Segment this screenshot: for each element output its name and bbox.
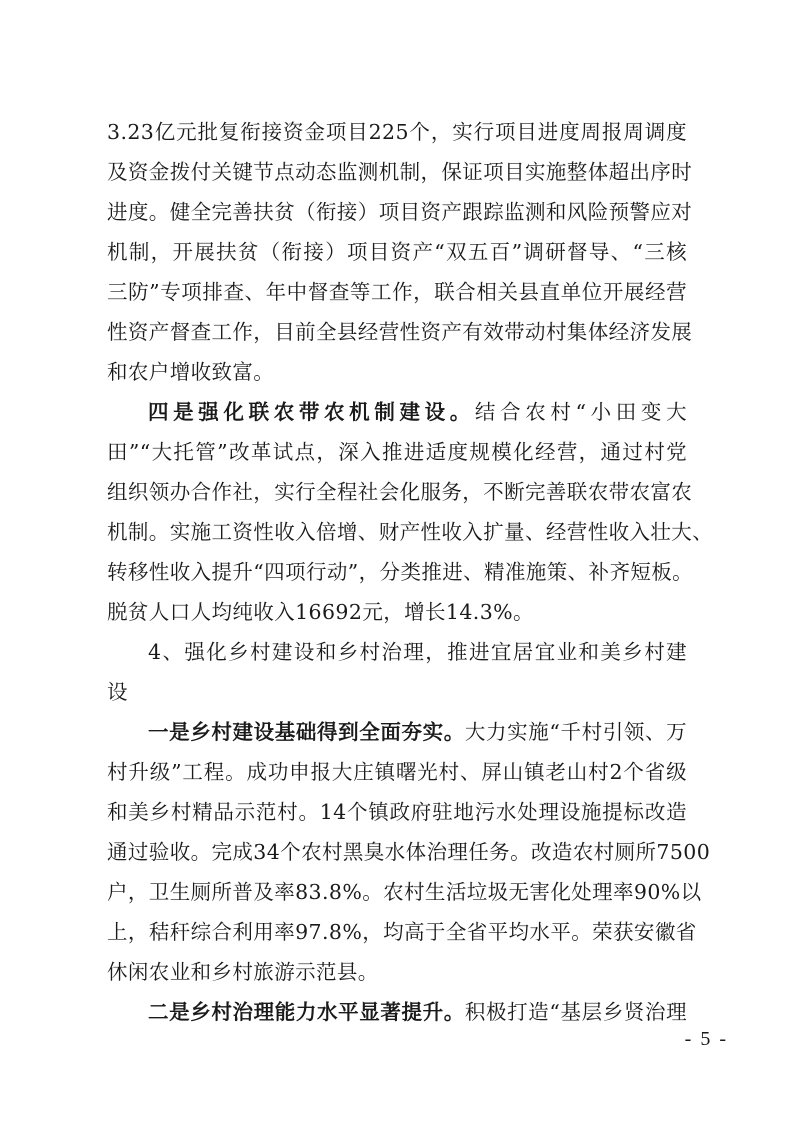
text-line: 转移性收入提升“四项行动”，分类推进、精准施策、补齐短板。 bbox=[107, 560, 694, 584]
paragraph-first-line bbox=[148, 998, 687, 1026]
section-heading: 一是乡村建设基础得到全面夯实。 bbox=[148, 720, 465, 744]
text-line: 户，卫生厕所普及率83.8%。农村生活垃圾无害化处理率90%以 bbox=[107, 880, 702, 904]
text-line: 及资金拨付关键节点动态监测机制，保证项目实施整体超出序时 bbox=[107, 160, 693, 184]
text-line: 和美乡村精品示范村。14个镇政府驻地污水处理设施提标改造 bbox=[107, 800, 687, 824]
page-number: - 5 - bbox=[684, 1028, 728, 1050]
text-line: 3.23亿元批复衔接资金项目225个，实行项目进度周报周调度 bbox=[107, 120, 687, 144]
text-line: 上，秸秆综合利用率97.8%，均高于全省平均水平。荣获安徽省 bbox=[107, 920, 697, 944]
text-line: 机制。实施工资性收入倍增、财产性收入扩量、经营性收入壮大、 bbox=[107, 520, 714, 544]
text-run: 积极打造“基层乡贤治理 bbox=[464, 1000, 687, 1024]
text-line: 田”“大托管”改革试点，深入推进适度规模化经营，通过村党 bbox=[107, 440, 687, 464]
section-heading: 二是乡村治理能力水平显著提升。 bbox=[148, 1000, 465, 1024]
text-run: 结合农村“小田变大 bbox=[474, 400, 687, 424]
section-title-continued: 设 bbox=[107, 680, 128, 704]
text-line: 休闲农业和乡村旅游示范县。 bbox=[107, 960, 379, 984]
text-line: 脱贫人口人均纯收入16692元，增长14.3%。 bbox=[107, 600, 534, 624]
text-line: 性资产督查工作，目前全县经营性资产有效带动村集体经济发展 bbox=[107, 320, 693, 344]
paragraph-first-line bbox=[148, 718, 687, 746]
text-line: 三防”专项排查、年中督查等工作，联合相关县直单位开展经营 bbox=[107, 280, 687, 304]
text-line: 村升级”工程。成功申报大庄镇曙光村、屏山镇老山村2个省级 bbox=[107, 760, 687, 784]
text-line: 进度。健全完善扶贫（衔接）项目资产跟踪监测和风险预警应对 bbox=[107, 200, 693, 224]
text-line: 组织领办合作社，实行全程社会化服务，不断完善联农带农富农 bbox=[107, 480, 693, 504]
text-line: 通过验收。完成34个农村黑臭水体治理任务。改造农村厕所7500 bbox=[107, 840, 711, 864]
paragraph-first-line bbox=[148, 398, 687, 426]
section-title: 4、强化乡村建设和乡村治理，推进宜居宜业和美乡村建 bbox=[148, 640, 687, 664]
text-run: 大力实施“千村引领、万 bbox=[464, 720, 687, 744]
section-heading: 四是强化联农带农机制建设。 bbox=[148, 400, 475, 424]
text-line: 和农户增收致富。 bbox=[107, 360, 275, 384]
text-line: 机制，开展扶贫（衔接）项目资产“双五百”调研督导、“三核 bbox=[107, 240, 687, 264]
